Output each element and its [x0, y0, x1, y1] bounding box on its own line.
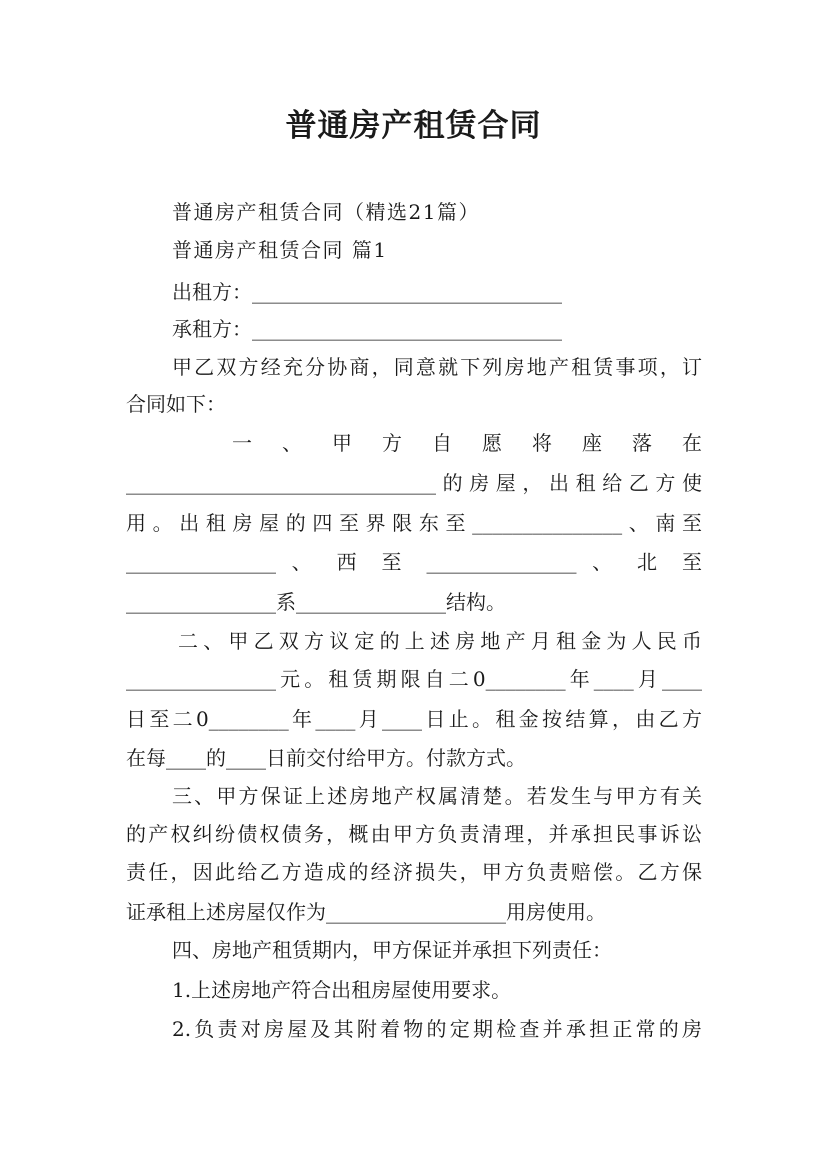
body-line: _______________ 、 西 至 _______________ 、 北 至	[126, 550, 702, 574]
body-line: 日至二0________年____月____日止。租金按结算，由乙方	[126, 707, 702, 731]
lessee-field: 承租方：_______________________________	[172, 317, 562, 341]
body-line: 一 、 甲 方 自 愿 将 座 落 在	[232, 431, 702, 455]
body-line: _______________元。租赁期限自二0________年____月____	[126, 667, 702, 691]
body-line: 二、甲乙双方议定的上述房地产月租金为人民币	[178, 629, 702, 653]
body-line: 四、房地产租赁期内，甲方保证并承担下列责任：	[172, 938, 612, 962]
section-heading: 普通房产租赁合同 篇1	[172, 238, 388, 262]
body-line: 三、甲方保证上述房地产权属清楚。若发生与甲方有关	[172, 784, 702, 808]
body-line: 的产权纠纷债权债务，概由甲方负责清理，并承担民事诉讼	[126, 822, 702, 846]
body-line: 证承租上述房屋仅作为__________________用房使用。	[126, 900, 606, 924]
body-line: 1.上述房地产符合出租房屋使用要求。	[172, 978, 512, 1002]
body-line: _______________________________的房屋，出租给乙方使	[126, 471, 702, 495]
body-line: 在每____的____日前交付给甲方。付款方式。	[126, 746, 526, 770]
body-line: _______________系_______________结构。	[126, 590, 506, 614]
body-line: 2.负责对房屋及其附着物的定期检查并承担正常的房	[172, 1017, 702, 1041]
body-line: 用。出租房屋的四至界限东至_______________、南至	[126, 511, 702, 535]
body-line: 责任，因此给乙方造成的经济损失，甲方负责赔偿。乙方保	[126, 860, 702, 884]
lessor-field: 出租方：_______________________________	[172, 280, 562, 304]
body-line: 合同如下：	[126, 392, 226, 416]
body-line: 甲乙双方经充分协商，同意就下列房地产租赁事项，订	[172, 355, 702, 379]
subtitle-line: 普通房产租赁合同（精选21篇）	[172, 200, 480, 224]
document-title: 普通房产租赁合同	[285, 108, 542, 144]
